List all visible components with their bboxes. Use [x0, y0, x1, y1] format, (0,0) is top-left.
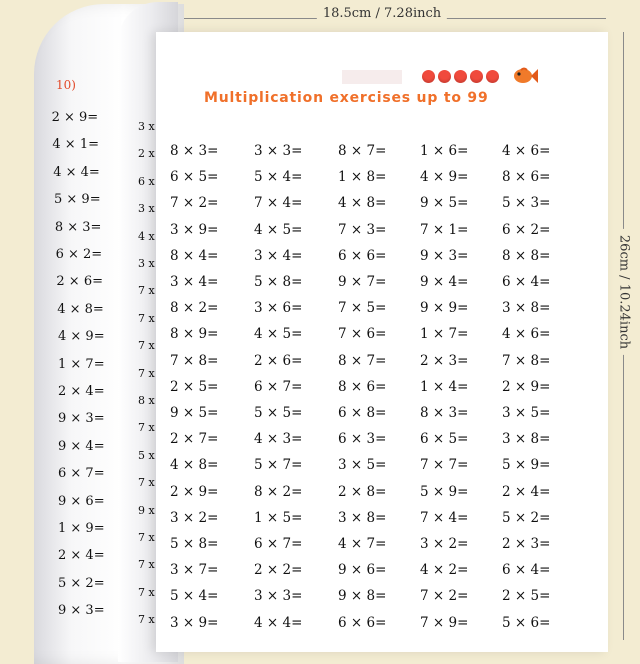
problem-cell: 8 × 6=: [338, 379, 387, 395]
curled-page-label: 10): [56, 78, 76, 92]
problem-cell: 3 × 9=: [170, 222, 219, 238]
problem-cell: 2 × 6=: [254, 353, 303, 369]
problem-cell: 9 × 3=: [420, 248, 469, 264]
problem-cell: 2 × 5=: [170, 379, 219, 395]
problem-cell: 3 × 5=: [338, 457, 387, 473]
problem-cell: 1 × 8=: [338, 169, 387, 185]
problem-cell: 6 × 5=: [170, 169, 219, 185]
decoration-dot: [486, 70, 499, 83]
decoration-dot: [422, 70, 435, 83]
problem-cell: 2 × 3=: [420, 353, 469, 369]
problem-cell: 8 × 7=: [338, 143, 387, 159]
curled-problem: 6 × 7=: [58, 466, 105, 481]
problem-cell: 3 × 7=: [170, 562, 219, 578]
problem-cell: 3 × 9=: [170, 615, 219, 631]
curled-problem-partial: 7 x: [138, 367, 155, 380]
curled-problem: 9 × 6=: [58, 494, 105, 509]
problem-cell: 7 × 5=: [338, 300, 387, 316]
problem-cell: 5 × 7=: [254, 457, 303, 473]
problem-cell: 8 × 2=: [254, 484, 303, 500]
worksheet-page: [156, 32, 608, 652]
problem-cell: 2 × 4=: [502, 484, 551, 500]
problem-cell: 4 × 4=: [254, 615, 303, 631]
problem-cell: 8 × 3=: [420, 405, 469, 421]
problem-cell: 4 × 7=: [338, 536, 387, 552]
curled-problem-partial: 7 x: [138, 339, 155, 352]
curled-problem-partial: 2 x: [138, 147, 155, 160]
problem-cell: 6 × 4=: [502, 274, 551, 290]
problem-cell: 5 × 8=: [254, 274, 303, 290]
problem-cell: 2 × 9=: [502, 379, 551, 395]
problem-cell: 6 × 5=: [420, 431, 469, 447]
problem-cell: 4 × 8=: [338, 195, 387, 211]
curled-problem: 9 × 3=: [58, 411, 105, 426]
problem-cell: 7 × 6=: [338, 326, 387, 342]
problem-cell: 4 × 6=: [502, 326, 551, 342]
problem-cell: 5 × 4=: [170, 588, 219, 604]
problem-cell: 4 × 8=: [170, 457, 219, 473]
problem-cell: 3 × 3=: [254, 143, 303, 159]
problem-cell: 9 × 4=: [420, 274, 469, 290]
curled-problem: 2 × 9=: [51, 110, 99, 125]
problem-cell: 1 × 5=: [254, 510, 303, 526]
curled-problem: 5 × 2=: [58, 576, 105, 591]
problem-cell: 7 × 9=: [420, 615, 469, 631]
curled-problem: 4 × 1=: [52, 137, 99, 152]
height-dimension: [614, 32, 634, 640]
curled-problem-partial: 4 x: [138, 230, 155, 243]
problem-cell: 3 × 2=: [420, 536, 469, 552]
curled-problem: 2 × 4=: [58, 384, 105, 399]
curled-problem-partial: 6 x: [138, 175, 155, 188]
problem-cell: 5 × 4=: [254, 169, 303, 185]
problem-cell: 9 × 8=: [338, 588, 387, 604]
problem-cell: 4 × 2=: [420, 562, 469, 578]
curled-problem-partial: 3 x: [138, 120, 155, 133]
worksheet-title: Multiplication exercises up to 99: [204, 90, 489, 106]
curled-problem: 2 × 4=: [58, 548, 105, 563]
problem-cell: 9 × 5=: [420, 195, 469, 211]
curled-problem: 1 × 7=: [58, 357, 105, 372]
decoration-dot: [454, 70, 467, 83]
problem-cell: 4 × 9=: [420, 169, 469, 185]
curled-problem: 9 × 3=: [58, 603, 105, 618]
decoration-dots: [422, 70, 499, 83]
decoration-dot: [470, 70, 483, 83]
curled-problem: 4 × 4=: [53, 165, 100, 180]
curled-problem-partial: 8 x: [138, 394, 155, 407]
problem-cell: 7 × 8=: [502, 353, 551, 369]
problem-cell: 3 × 8=: [338, 510, 387, 526]
problem-cell: 1 × 6=: [420, 143, 469, 159]
curled-problem-partial: 7 x: [138, 613, 155, 626]
problem-cell: 2 × 2=: [254, 562, 303, 578]
problem-cell: 8 × 2=: [170, 300, 219, 316]
curled-problem: 1 × 9=: [58, 521, 105, 536]
problem-cell: 8 × 9=: [170, 326, 219, 342]
problem-cell: 9 × 5=: [170, 405, 219, 421]
curled-problem-partial: 7 x: [138, 586, 155, 599]
problem-cell: 7 × 4=: [420, 510, 469, 526]
curled-problem: 9 × 4=: [58, 439, 105, 454]
problem-cell: 3 × 4=: [170, 274, 219, 290]
curled-problem-partial: 7 x: [138, 284, 155, 297]
problem-cell: 7 × 2=: [420, 588, 469, 604]
curled-problem: 5 × 9=: [54, 192, 101, 207]
curled-problem-partial: 3 x: [138, 202, 155, 215]
curled-problem-partial: 7 x: [138, 558, 155, 571]
problem-cell: 7 × 2=: [170, 195, 219, 211]
problem-cell: 2 × 8=: [338, 484, 387, 500]
problem-cell: 8 × 6=: [502, 169, 551, 185]
problem-cell: 4 × 5=: [254, 222, 303, 238]
problem-cell: 6 × 2=: [502, 222, 551, 238]
problem-cell: 9 × 7=: [338, 274, 387, 290]
problem-cell: 5 × 3=: [502, 195, 551, 211]
problem-cell: 5 × 9=: [420, 484, 469, 500]
problem-cell: 5 × 5=: [254, 405, 303, 421]
problem-cell: 3 × 2=: [170, 510, 219, 526]
width-dimension: [158, 6, 606, 26]
problem-cell: 5 × 9=: [502, 457, 551, 473]
problem-cell: 6 × 7=: [254, 379, 303, 395]
problem-cell: 3 × 6=: [254, 300, 303, 316]
curled-problem: 4 × 9=: [58, 329, 105, 344]
problem-cell: 7 × 4=: [254, 195, 303, 211]
problem-cell: 3 × 4=: [254, 248, 303, 264]
faint-header-mark: [342, 70, 402, 84]
curled-problem-partial: 9 x: [138, 504, 155, 517]
width-dimension-label: 18.5cm / 7.28inch: [317, 6, 447, 21]
curled-problem: 8 × 3=: [54, 220, 102, 235]
problem-cell: 6 × 4=: [502, 562, 551, 578]
problem-cell: 1 × 4=: [420, 379, 469, 395]
curled-problem: 2 × 6=: [56, 274, 103, 289]
curled-problem-partial: 7 x: [138, 476, 155, 489]
problem-cell: 6 × 7=: [254, 536, 303, 552]
curled-problem: 6 × 2=: [55, 247, 103, 262]
curled-problem-partial: 7 x: [138, 312, 155, 325]
problem-cell: 9 × 6=: [338, 562, 387, 578]
problem-cell: 6 × 3=: [338, 431, 387, 447]
problem-cell: 4 × 5=: [254, 326, 303, 342]
problem-cell: 4 × 3=: [254, 431, 303, 447]
problem-cell: 6 × 6=: [338, 248, 387, 264]
problem-cell: 3 × 8=: [502, 431, 551, 447]
problem-cell: 8 × 8=: [502, 248, 551, 264]
curled-problem-partial: 7 x: [138, 421, 155, 434]
problem-cell: 8 × 4=: [170, 248, 219, 264]
problem-cell: 8 × 7=: [338, 353, 387, 369]
problem-cell: 3 × 5=: [502, 405, 551, 421]
problem-cell: 7 × 7=: [420, 457, 469, 473]
problem-cell: 2 × 5=: [502, 588, 551, 604]
problem-cell: 2 × 3=: [502, 536, 551, 552]
problem-cell: 7 × 1=: [420, 222, 469, 238]
problem-cell: 5 × 6=: [502, 615, 551, 631]
problem-cell: 3 × 3=: [254, 588, 303, 604]
problem-cell: 8 × 3=: [170, 143, 219, 159]
problem-cell: 2 × 9=: [170, 484, 219, 500]
curled-problem-partial: 3 x: [138, 257, 155, 270]
decoration-dot: [438, 70, 451, 83]
curled-problem: 4 × 8=: [57, 302, 104, 317]
problem-cell: 3 × 8=: [502, 300, 551, 316]
problem-cell: 2 × 7=: [170, 431, 219, 447]
problem-cell: 7 × 3=: [338, 222, 387, 238]
problem-cell: 5 × 2=: [502, 510, 551, 526]
curled-problem-partial: 5 x: [138, 449, 155, 462]
fish-icon: [512, 66, 538, 86]
height-dimension-label: 26cm / 10.24inch: [617, 229, 632, 355]
problem-cell: 9 × 9=: [420, 300, 469, 316]
problem-cell: 7 × 8=: [170, 353, 219, 369]
problem-cell: 5 × 8=: [170, 536, 219, 552]
problem-cell: 6 × 6=: [338, 615, 387, 631]
problem-cell: 6 × 8=: [338, 405, 387, 421]
problem-cell: 4 × 6=: [502, 143, 551, 159]
curled-problem-partial: 7 x: [138, 531, 155, 544]
problem-cell: 1 × 7=: [420, 326, 469, 342]
